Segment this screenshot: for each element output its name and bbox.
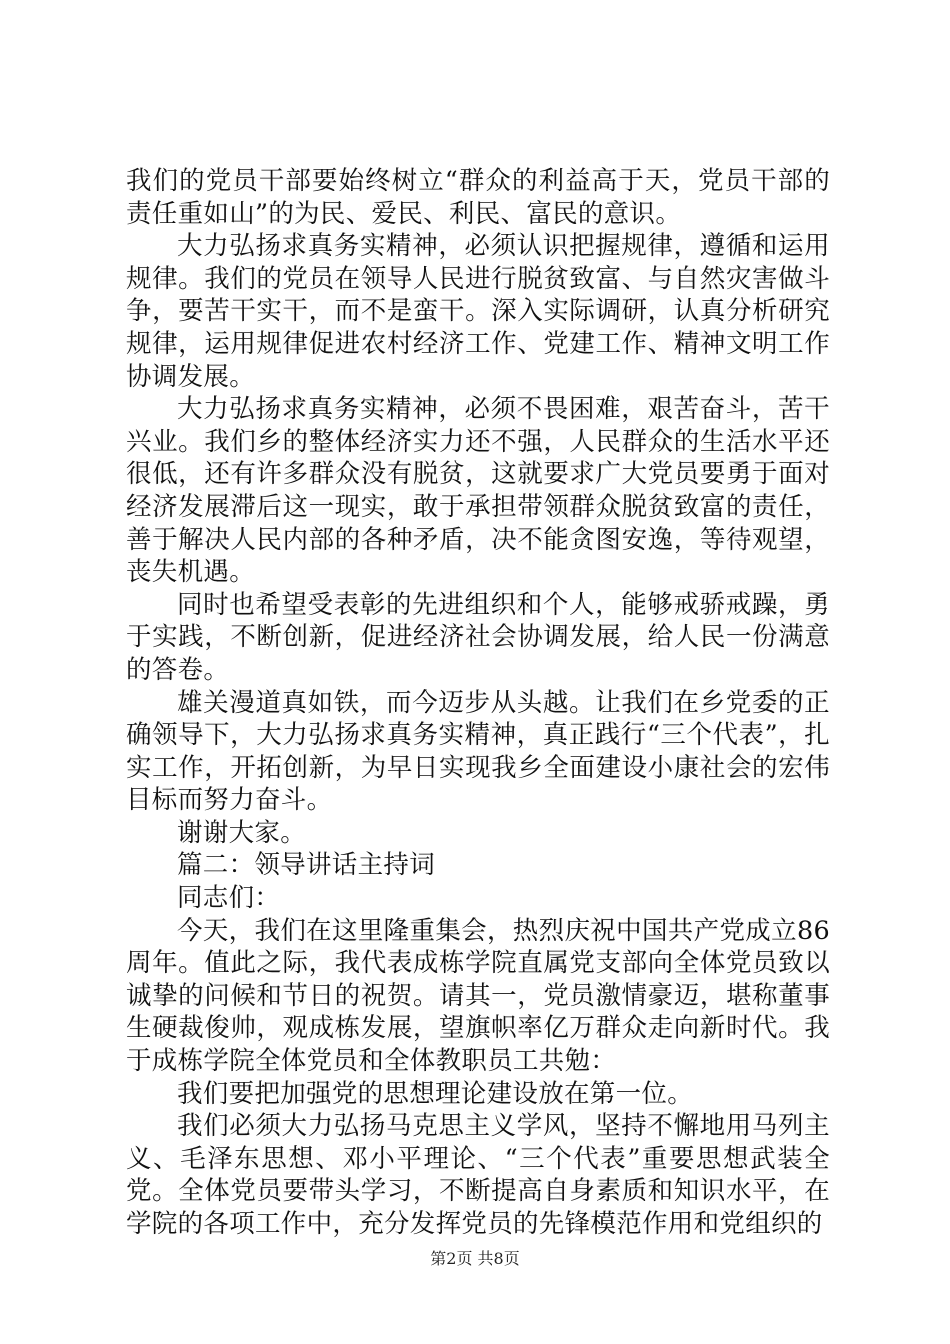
paragraph: 大力弘扬求真务实精神，必须认识把握规律，遵循和运用规律。我们的党员在领导人民进行脱贫致富、与自然灾害做斗争，要苦干实干，而不是蛮干。深入实际调研，认真分析研究规律，运用规律促进农村经济工作、党建工作、精神文明工作协调发展。 [126,231,830,392]
page-number-footer: 第2页 共8页 [430,1249,520,1268]
salutation: 同志们： [177,883,281,914]
section-heading: 篇二：领导讲话主持词 [177,850,436,881]
document-body [126,165,830,1241]
paragraph: 今天，我们在这里隆重集会，热烈庆祝中国共产党成立86周年。值此之际，我代表成栋学院直属党支部向全体党员致以诚挚的问候和节日的祝贺。请其一，党员激情豪迈，堪称董事生硬裁俊帅，观成栋发展，望旗帜率亿万群众走向新时代。我于成栋学院全体党员和全体教职员工共勉： [126,915,830,1077]
paragraph: 我们的党员干部要始终树立“群众的利益高于天，党员干部的责任重如山”的为民、爱民、利民、富民的意识。 [126,166,830,229]
paragraph: 谢谢大家。 [177,817,307,848]
paragraph: 大力弘扬求真务实精神，必须不畏困难，艰苦奋斗，苦干兴业。我们乡的整体经济实力还不强，人民群众的生活水平还很低，还有许多群众没有脱贫，这就要求广大党员要勇于面对经济发展滞后这一现实，敢于承担带领群众脱贫致富的责任，善于解决人民内部的各种矛盾，决不能贪图安逸，等待观望，丧失机遇。 [126,394,830,588]
paragraph: 我们必须大力弘扬马克思主义学风，坚持不懈地用马列主义、毛泽东思想、邓小平理论、“三个代表”重要思想武装全党。全体党员要带头学习，不断提高自身素质和知识水平，在学院的各项工作中，充分发挥党员的先锋模范作用和党组织的 [126,1111,830,1239]
paragraph: 雄关漫道真如铁，而今迈步从头越。让我们在乡党委的正确领导下，大力弘扬求真务实精神，真正践行“三个代表”，扎实工作，开拓创新，为早日实现我乡全面建设小康社会的宏伟目标而努力奋斗。 [126,687,830,816]
paragraph: 我们要把加强党的思想理论建设放在第一位。 [177,1078,694,1109]
paragraph: 同时也希望受表彰的先进组织和个人，能够戒骄戒躁，勇于实践，不断创新，促进经济社会协调发展，给人民一份满意的答卷。 [126,589,830,685]
